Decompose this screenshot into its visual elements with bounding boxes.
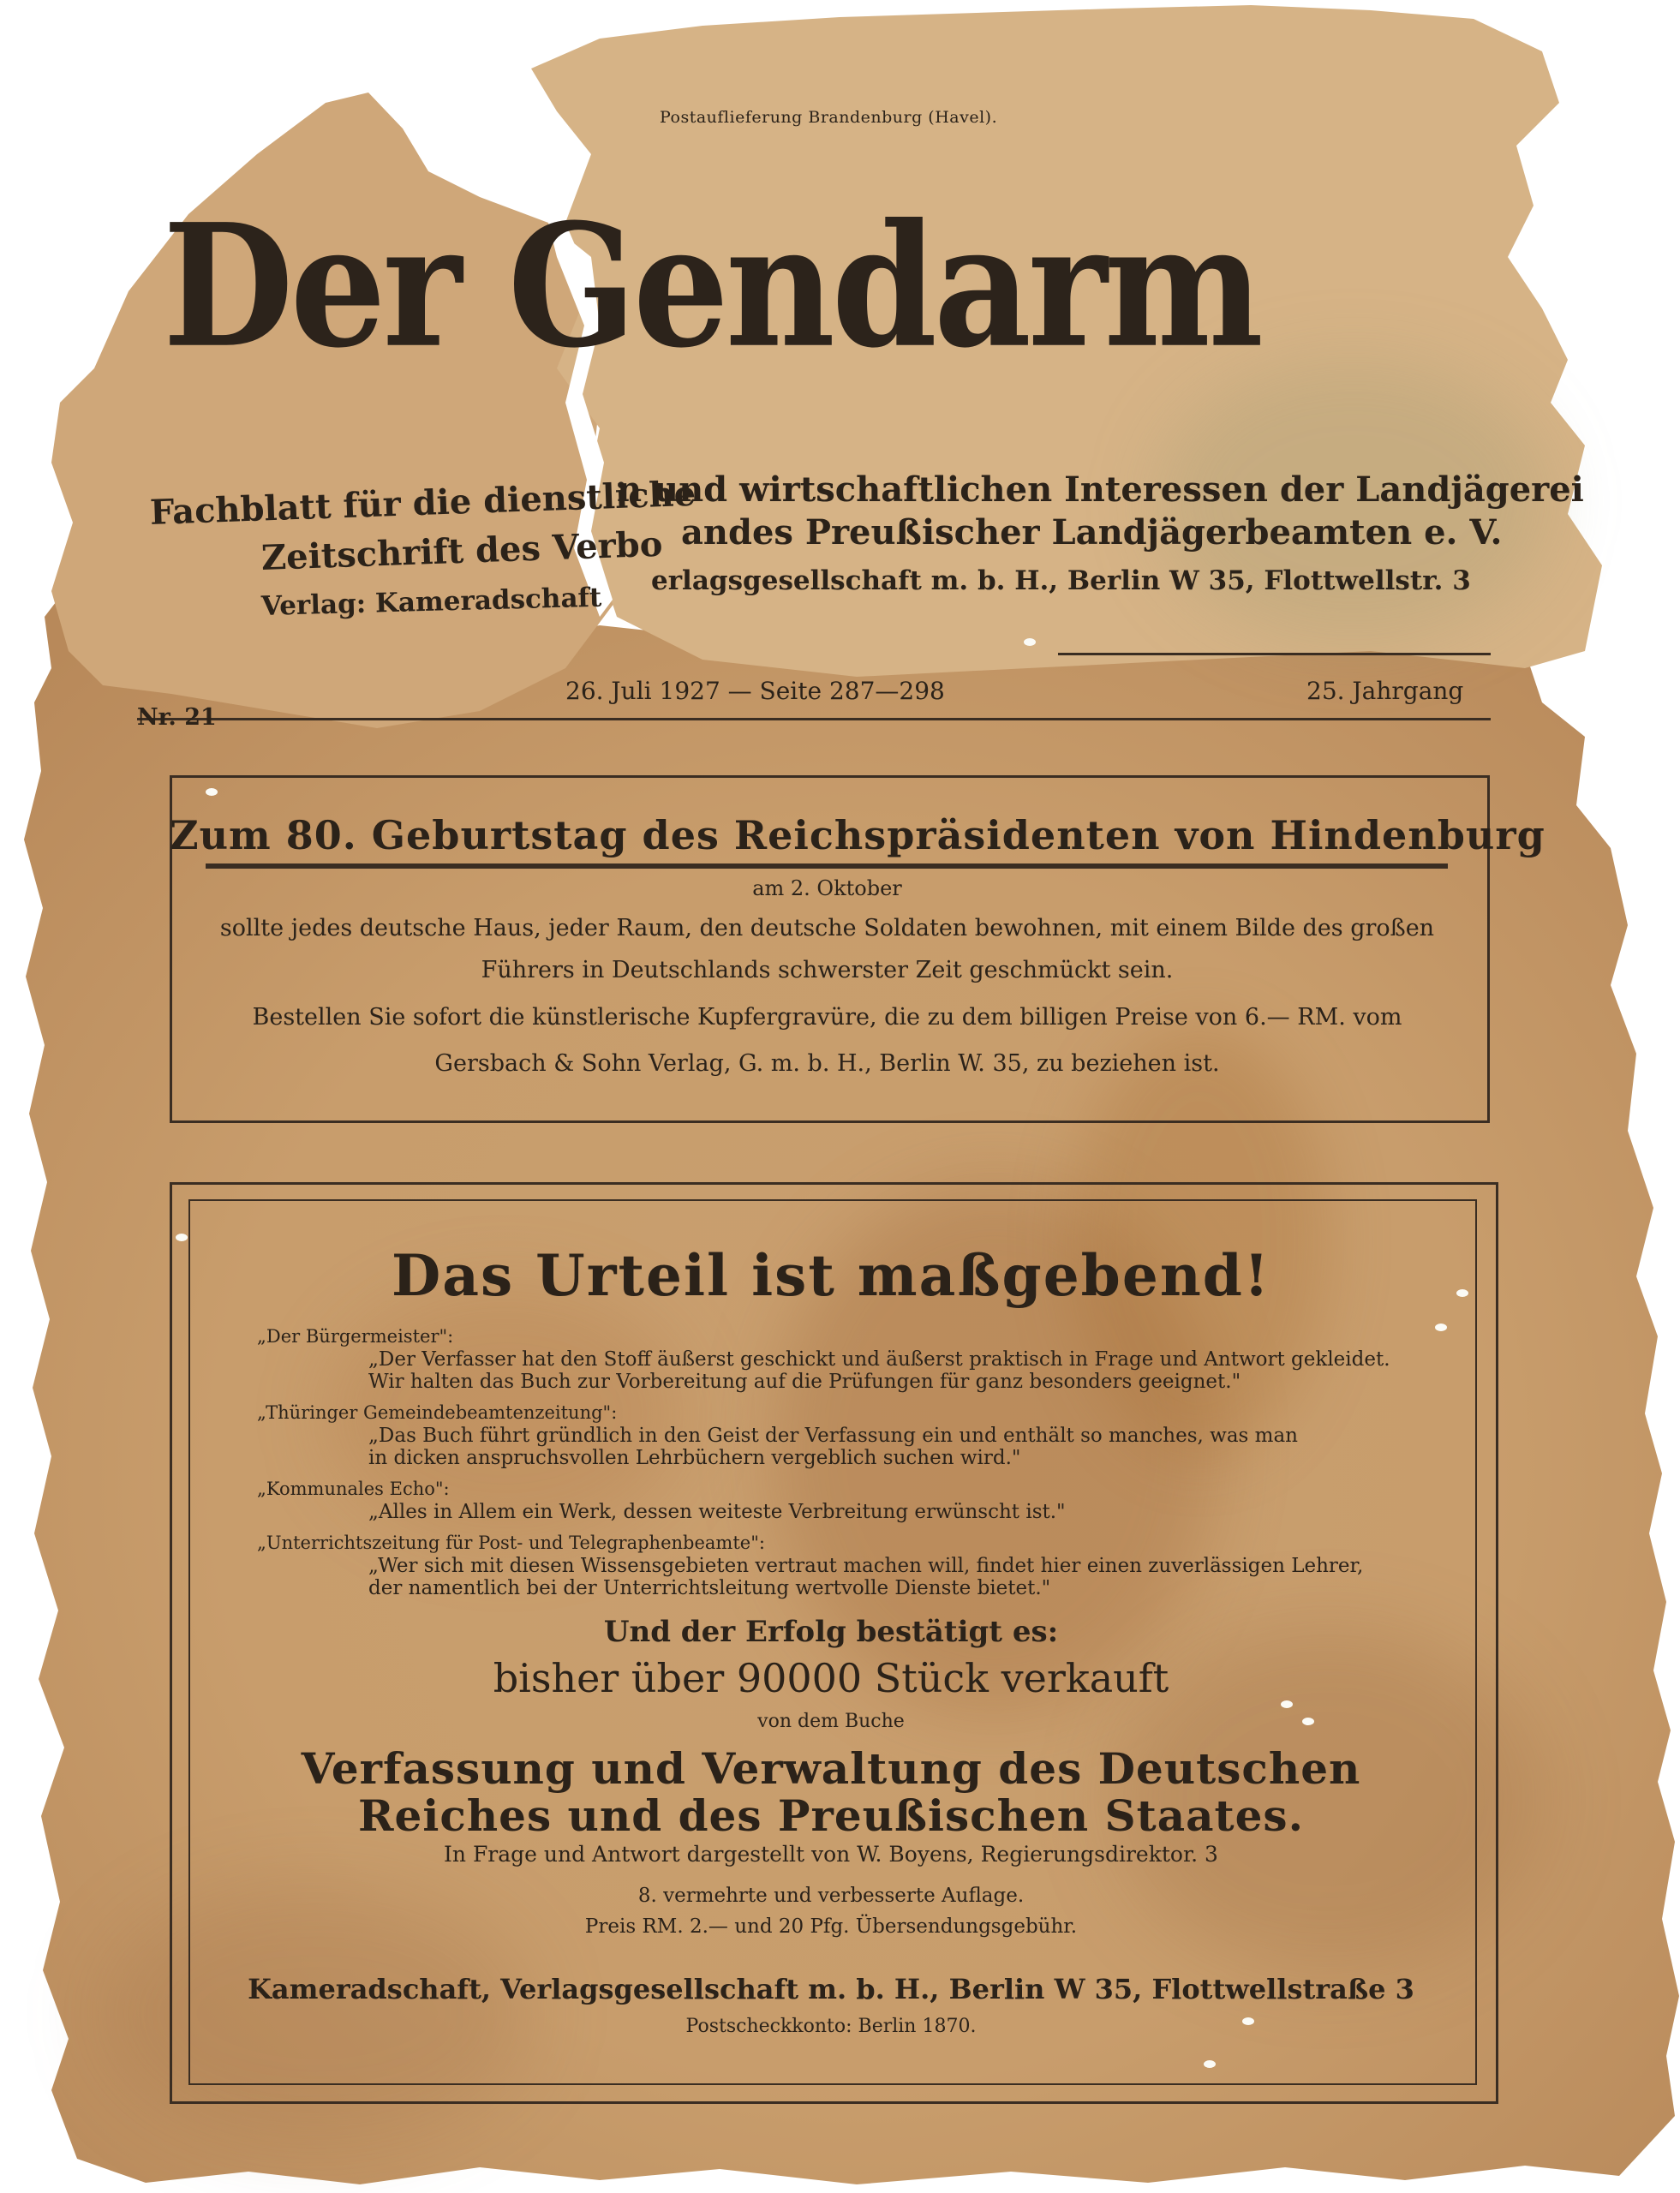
notice-line-1: sollte jedes deutsche Haus, jeder Raum, den deutsche Soldaten bewohnen, mit einem Bilde des großen <box>219 915 1435 941</box>
quote-3-line-1: „Alles in Allem ein Werk, dessen weiteste Verbreitung erwünscht ist." <box>368 1501 1066 1523</box>
success-line: Und der Erfolg bestätigt es: <box>603 1615 1059 1649</box>
header-rule-bottom <box>137 718 1491 720</box>
quote-1-line-2: Wir halten das Buch zur Vorbereitung auf die Prüfungen für ganz besonders geeignet." <box>368 1371 1241 1393</box>
issue-number: Nr. 21 <box>137 704 217 731</box>
masthead-title: Der Gendarm <box>163 187 1260 385</box>
notice-title-underline <box>206 863 1448 869</box>
book-title-line-2: Reiches und des Preußischen Staates. <box>358 1790 1304 1841</box>
quote-source-2: „Thüringer Gemeindebeamtenzeitung": <box>257 1402 618 1423</box>
quote-source-1: „Der Bürgermeister": <box>257 1326 454 1347</box>
quote-2-line-2: in dicken anspruchsvollen Lehrbüchern vergeblich suchen wird." <box>368 1447 1021 1469</box>
sold-line: bisher über 90000 Stück verkauft <box>493 1655 1169 1701</box>
subtitle-line2-left: Zeitschrift des Verbo <box>260 523 664 578</box>
publisher-right: erlagsgesellschaft m. b. H., Berlin W 35, Flottwellstr. 3 <box>651 565 1471 596</box>
book-title-line-1: Verfassung und Verwaltung des Deutschen <box>301 1743 1361 1794</box>
volume-number: 25. Jahrgang <box>1306 677 1464 705</box>
postal-note: Postauflieferung Brandenburg (Havel). <box>660 108 998 127</box>
advert-publisher-line: Kameradschaft, Verlagsgesellschaft m. b. H., Berlin W 35, Flottwellstraße 3 <box>248 1973 1414 2005</box>
quote-2-line-1: „Das Buch führt gründlich in den Geist der Verfassung ein und enthält so manches, was man <box>368 1425 1298 1447</box>
advert-headline: Das Urteil ist maßgebend! <box>392 1242 1270 1309</box>
from-book-line: von dem Buche <box>757 1711 905 1732</box>
postal-account-line: Postscheckkonto: Berlin 1870. <box>685 2016 977 2037</box>
notice-line-2: Führers in Deutschlands schwerster Zeit geschmückt sein. <box>481 957 1174 983</box>
subtitle-line2-right: andes Preußischer Landjägerbeamten e. V. <box>681 512 1503 553</box>
notice-line-4: Gersbach & Sohn Verlag, G. m. b. H., Berlin W. 35, zu beziehen ist. <box>434 1050 1220 1077</box>
quote-source-3: „Kommunales Echo": <box>257 1479 450 1499</box>
author-line: In Frage und Antwort dargestellt von W. Boyens, Regierungsdirektor. 3 <box>444 1842 1218 1867</box>
subtitle-line1-right: n und wirtschaftlichen Interessen der Landjägerei <box>617 469 1584 510</box>
edition-line: 8. vermehrte und verbesserte Auflage. <box>637 1885 1025 1907</box>
publisher-left: Verlag: Kameradschaft <box>260 582 602 622</box>
header-rule-top <box>1058 653 1491 655</box>
quote-source-4: „Unterrichtszeitung für Post- und Telegraphenbeamte": <box>257 1533 765 1553</box>
notice-date: am 2. Oktober <box>752 876 902 900</box>
quote-1-line-1: „Der Verfasser hat den Stoff äußerst geschickt und äußerst praktisch in Frage und Antwort gekleidet. <box>368 1348 1390 1371</box>
notice-title: Zum 80. Geburtstag des Reichspräsidenten von Hindenburg <box>170 812 1545 858</box>
price-line: Preis RM. 2.— und 20 Pfg. Übersendungsgebühr. <box>584 1915 1078 1938</box>
quote-4-line-2: der namentlich bei der Unterrichtsleitung wertvolle Dienste bietet." <box>368 1577 1051 1599</box>
issue-date-pages: 26. Juli 1927 — Seite 287—298 <box>565 677 945 705</box>
notice-line-3: Bestellen Sie sofort die künstlerische Kupfergravüre, die zu dem billigen Preise von 6.— RM. vom <box>252 1004 1402 1031</box>
subtitle-line1-left: Fachblatt für die dienstliche <box>149 473 697 533</box>
quote-4-line-1: „Wer sich mit diesen Wissensgebieten vertraut machen will, findet hier einen zuverlässigen Lehrer, <box>368 1555 1364 1577</box>
